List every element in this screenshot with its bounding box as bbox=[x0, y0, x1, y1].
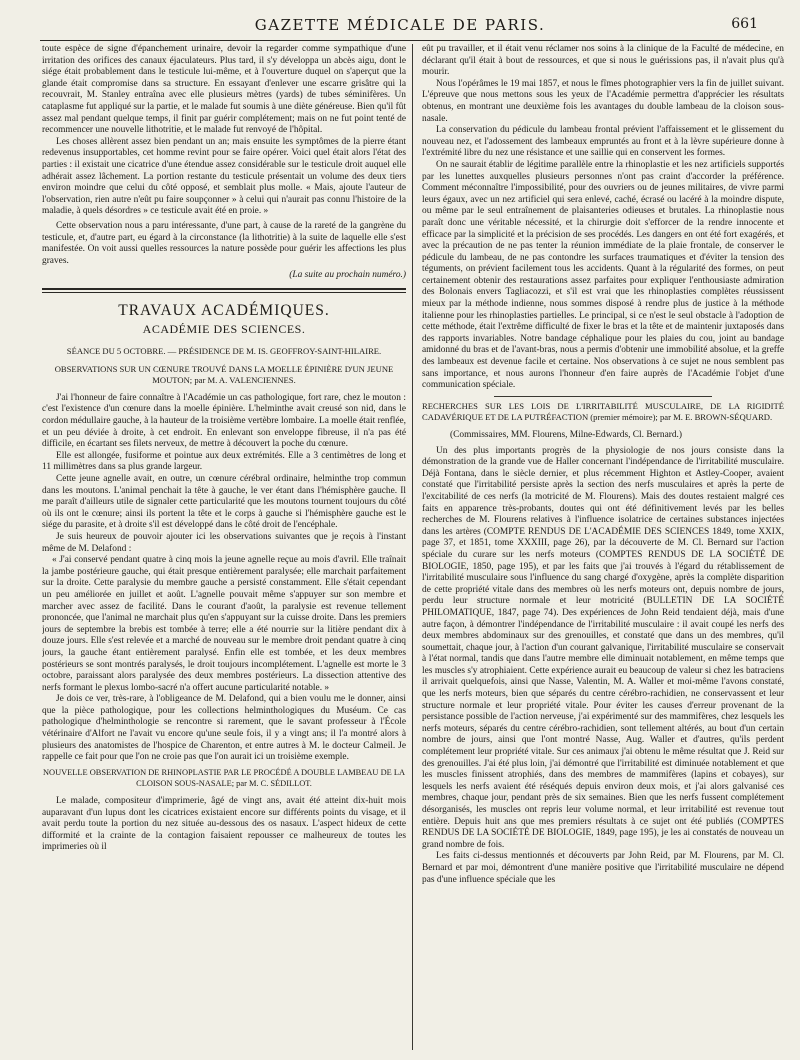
separator bbox=[494, 396, 711, 397]
paragraph: Cette jeune agnelle avait, en outre, un cœnure cérébral ordinaire, helminthe trop commun dans les moutons. L'animal penchait la tête à gauche, le ver étant dans l'hémisphère gauche. Il me paraît d'ailleurs utile de signaler cette particularité que les moutons tournent toujours du côté où ils ont le cœnure; ainsi ils portent la tête et le corps à gauche si l'hémisphère gauche est le siége du parasite, et à droite s'il est développé dans le côté droit de l'encéphale. bbox=[42, 474, 406, 531]
section-divider bbox=[42, 288, 406, 290]
paragraph: Elle est allongée, fusiforme et pointue aux deux extrémités. Elle a 3 centimètres de long et 11 millimètres dans sa plus grande largeur. bbox=[42, 450, 406, 473]
right-column bbox=[422, 44, 784, 1054]
left-column bbox=[42, 44, 406, 1054]
paragraph: La conservation du pédicule du lambeau frontal prévient l'affaissement et le glissement du nouveau nez, et l'adossement des lambeaux empruntés au front et à la lèvre supérieure donne à l'extrémité libre du nez une résistance et une saillie qui en conservent les formes. bbox=[422, 125, 784, 159]
quoted-paragraph: « J'ai conservé pendant quatre à cinq mois la jeune agnelle reçue au mois d'avril. Elle traînait la jambe postérieure gauche, qui était presque entièrement paralysée; elle marchait parfaitement sur la droite. Cette paralysie du membre gauche a persisté constamment. Elle s'était cependant un peu améliorée en juillet et août. L'agnelle pouvait même s'appuyer sur son membre et marcher avec assez de facilité. Dans le courant d'août, la paralysie est revenue tellement prononcée, que l'animal ne marchait plus qu'en s'appuyant sur la cuisse droite. Dans les premiers jours de septembre la brebis est tombée à terre; elle a été nourrie sur la litière pendant dix à douze jours. Elle s'est relevée et a marché de nouveau sur le membre droit pendant quatre à cinq jours, la gauche étant entièrement paralysé. Enfin elle est tombée, et les deux membres postérieurs se sont montrés paralysés, le droit toujours incomplétement. L'agnelle est morte le 3 octobre, paraissant alors paralysée des deux membres postérieurs. La dissection attentive des nerfs formant le plexus lombo-sacré n'a offert aucune particularité notable. » bbox=[42, 555, 406, 693]
page-header bbox=[40, 10, 760, 41]
paragraph: Je dois ce ver, très-rare, à l'obligeance de M. Delafond, qui a bien voulu me le donner, ainsi que la pièce pathologique, pour les collections helminthologiques du Muséum. Ce cas pathologique d'helminthologie se rencontre si rarement, que le savant professeur à l'École vétérinaire d'Alfort ne l'avait vu encore qu'une seule fois, il y a vingt ans; il l'a montré alors à plusieurs des anatomistes de l'hospice de Charenton, et entre autres à M. le docteur Calmeil. Je rappelle ce fait pour que l'on ne croie pas que l'on aurait ici un troisième exemple. bbox=[42, 694, 406, 763]
paragraph: Le malade, compositeur d'imprimerie, âgé de vingt ans, avait été atteint dix-huit mois auparavant d'un lupus dont les cicatrices existaient encore sur différents points du visage, et il avait perdu toute la portion du nez située au-dessous des os nasaux. L'aspect hideux de cette difformité et la crainte de la contagion faisaient repousser ce malheureux de toutes les imprimeries où il bbox=[42, 796, 406, 853]
paper-title: OBSERVATIONS SUR UN CŒNURE TROUVÉ DANS LA MOELLE ÉPINIÈRE D'UN JEUNE MOUTON; par M. A. VALENCIENNES. bbox=[54, 363, 394, 386]
paper-title: RECHERCHES SUR LES LOIS DE L'IRRITABILITÉ MUSCULAIRE, DE LA RIGIDITÉ CADAVÉRIQUE ET DE LA PUTRÉFACTION (premier mémoire); par M. E. BROWN-SÉQUARD. bbox=[422, 400, 784, 423]
paragraph: Les faits ci-dessus mentionnés et découverts par John Reid, par M. Flourens, par M. Cl. Bernard et par moi, démontrent d'une manière positive que l'irritabilité musculaire ne dépend pas d'une influence spéciale que les bbox=[422, 851, 784, 885]
paragraph: Je suis heureux de pouvoir ajouter ici les observations suivantes que je reçois à l'instant même de M. Delafond : bbox=[42, 531, 406, 554]
paragraph: Un des plus importants progrès de la physiologie de nos jours consiste dans la démonstration de la grande vue de Haller concernant l'indépendance de l'irritabilité musculaire. Déjà Fontana, dans le siècle dernier, et plus récemment Highton et Astley-Cooper, avaient constaté que l'irritabilité persiste après la section des nerfs musculaires et après la perte de l'excitabilité de ces nerfs (la motricité de M. Flourens). Mais des doutes restaient malgré ces faits en apparence très-probants, doutes qui ont été définitivement levés par les belles recherches de M. Flourens relatives à l'influence isolatrice de certaines substances injectées dans les artères (COMPTE RENDUS DE L'ACADÉMIE DES SCIENCES 1849, tome XXIX, page 37, et 1851, tome XXXIII, page 26), par la découverte de M. Cl. Bernard sur l'action spéciale du curare sur les nerfs moteurs (COMPTES RENDUS DE LA SOCIÉTÉ DE BIOLOGIE, 1850, page 195), et par les faits que j'ai trouvés à l'égard du rétablissement de l'irritabilité musculaire sous l'influence du sang chargé d'oxygène, après la complète disparition de cette propriété vitale dans des membres où les nerfs moteurs ont, depuis nombre de jours, perdu leur structure normale et leur motricité (BULLETIN DE LA SOCIÉTÉ PHILOMATIQUE, 1847, page 74). Des expériences de John Reid tendaient déjà, mais d'une autre façon, à démontrer l'indépendance de l'irritabilité musculaire : il avait coupé les nerfs des deux membres abdominaux sur des grenouilles, et constaté que dans un des membres, qu'il soumettait, chaque jour, à l'action d'un courant galvanique, l'irritabilité musculaire se conservait à l'état normal, tandis que dans l'autre membre elle diminuait notablement, en même temps que les muscles s'y atrophiaient. Cette expérience aurait eu beaucoup de valeur si chez les batraciens il arrivait quelquefois, ainsi que Nasse, Valentin, M. A. Waller et moi-même l'avons constaté, que les nerfs moteurs, bien que séparés du centre cérébro-rachidien, ne conservassent et leur structure normale et leur propriété vitale. Pour éviter les causes d'erreur provenant de la persistance possible de l'action nerveuse, j'ai expérimenté sur des mammifères, chez lesquels les nerfs moteurs, séparés du centre cérébro-rachidien, sont tellement altérés, au bout d'un certain nombre de jours, ainsi que l'ont montré Nasse, Aug. Waller et d'autres, qu'ils perdent complétement leur propriété vitale. Sur ces animaux j'ai obtenu le même résultat que J. Reid sur des grenouilles. J'ai été plus loin, j'ai démontré que l'irritabilité est diminuée notablement et que les muscles finissent atrophiés, dans des membres de mammifères (lapins et cobayes), sur lesquels les nerfs avaient été réséqués depuis environ deux mois, et j'ai alors galvanisé ces membres, chaque jour, pendant près de six semaines. Bien que les nerfs fussent complétement désorganisés, les muscles ont repris leur volume normal, et leur irritabilité est revenue tout entière. Depuis huit ans que mes premiers résultats à ce sujet ont été publiés (COMPTES RENDUS DE LA SOCIÉTÉ DE BIOLOGIE, 1849, page 195), je les ai constatés de nouveau un grand nombre de fois. bbox=[422, 445, 784, 850]
paragraph: toute espèce de signe d'épanchement urinaire, devoir la regarder comme sympathique d'une irritation des orifices des canaux éjaculateurs. Plus tard, il s'y développa un abcès aigu, dont le siége était probablement dans le testicule lui-même, et à l'ouverture duquel on s'aperçut que la glande était compromise dans sa structure. En essayant d'enlever une escarre grisâtre qui la recouvrait, M. Stanley entraîna avec elle plusieurs mètres (yards) de tubes séminifères. Un cataplasme fut appliqué sur la partie, et le malade fut soumis à une diète généreuse. Bien qu'il fût assez mal pendant quelque temps, il finit par guérir complétement; mais on ne fut point tenté de recommencer une nouvelle lithotritie, et le malade fut renvoyé de l'hôpital. bbox=[42, 44, 406, 136]
paragraph: Les choses allèrent assez bien pendant un an; mais ensuite les symptômes de la pierre étant redevenus insupportables, cet homme revint pour se faire opérer. Voici quel était alors l'état des parties : il existait une cicatrice d'une étendue assez considérable sur le testicule droit auquel elle adhérait assez lâchement. La portion restante du testicule présentait un volume des deux tiers environ moindre que celui du côté opposé, et semblait plus molle. « Mais, ajoute l'auteur de l'observation, rien autre n'eût pu faire soupçonner » à celui qui n'aurait pas connu l'histoire de la maladie, à quels désordres » ce testicule avait été en proie. » bbox=[42, 136, 406, 217]
section-subtitle: ACADÉMIE DES SCIENCES. bbox=[142, 322, 306, 337]
session-heading: SÉANCE DU 5 OCTOBRE. — PRÉSIDENCE DE M. IS. GEOFFROY-SAINT-HILAIRE. bbox=[66, 346, 382, 357]
section-divider-thin bbox=[42, 292, 406, 293]
paragraph: Nous l'opérâmes le 19 mai 1857, et nous le fîmes photographier vers la fin de juillet suivant. L'épreuve que nous mettons sous les yeux de l'Académie permettra d'apprécier les résultats obtenus, en montrant une deuxième fois les avantages du double lambeau de la cloison sous-nasale. bbox=[422, 78, 784, 124]
paragraph: On ne saurait établir de légitime parallèle entre la rhinoplastie et les nez artificiels supportés par les lunettes auxquelles plusieurs personnes n'ont pas craint d'accorder la préférence. Comment méconnaître l'impossibilité, pour des ouvriers ou de jeunes militaires, de vivre parmi leurs égaux, avec un nez artificiel qui sera enlevé, caché, écrasé ou lacéré à la moindre dispute, ou même par le seul entraînement de plaisanteries odieuses et brutales. La rhinoplastie nous paraît donc une véritable nécessité, et la chirurgie doit s'efforcer de la rendre innocente et efficace par la simplicité et la précision de ses procédés. Les dangers en ont été fort exagérés, et avec la précaution de ne pas tenter la réunion immédiate de la plaie frontale, de conserver le pédicule du lambeau, de ne pas contondre les surfaces traumatiques et d'éviter la tension des téguments, on prévient facilement tous les accidents. Quant à la régularité des formes, on peut certainement obtenir des restaurations assez parfaites pour expliquer l'enthousiaste admiration des Bolonais envers Tagliacozzi, et s'il est vrai que les rhinoplasties complètes réussissent mieux par la méthode indienne, nous sommes disposé à rendre plus de justice à la méthode italienne pour les rhinoplasties partielles. Le principal, si ce n'est le seul obstacle à l'adoption de cette méthode, était l'extrême difficulté de fixer le bras et la tête et de maintenir juxtaposés dans des rapports invariables. Notre bandage céphalique pour les plaies du cou, joint au bandage amidonné du bras et de l'avant-bras, nous a permis d'obtenir une immobilité absolue, et la greffe des lambeaux est devenue facile et certaine. Nos observations à ce sujet ne nous semblent pas sans importance, et nous aurons l'honneur d'en faire auprès de l'Académie l'objet d'une communication spéciale. bbox=[422, 159, 784, 391]
page-number: 661 bbox=[731, 16, 758, 32]
paper-title: NOUVELLE OBSERVATION DE RHINOPLASTIE PAR LE PROCÉDÉ A DOUBLE LAMBEAU DE LA CLOISON SOUS-NASALE; par M. C. SÉDILLOT. bbox=[42, 767, 405, 789]
journal-title: GAZETTE MÉDICALE DE PARIS. bbox=[254, 16, 546, 34]
continuation-note: (La suite au prochain numéro.) bbox=[289, 270, 406, 281]
commission-line: (Commissaires, MM. Flourens, Milne-Edwards, Cl. Bernard.) bbox=[450, 430, 683, 440]
paragraph: eût pu travailler, et il était venu réclamer nos soins à la clinique de la Faculté de médecine, en déclarant qu'il était à bout de ressources, et que si nous le guérissions pas, il n'avait plus qu'à mourir. bbox=[422, 44, 784, 78]
paragraph: J'ai l'honneur de faire connaître à l'Académie un cas pathologique, fort rare, chez le mouton : c'est l'existence d'un cœnure dans la moelle épinière. L'helminthe avait creusé son nid, dans le cordon médullaire gauche, à la hauteur de la troisième vertèbre lombaire. La moelle était renflée, et un peu déviée à droite, à cet endroit. En enlevant son enveloppe fibreuse, il n'a pas été difficile, en écartant ses filets nerveux, de mettre à découvert la poche du cœnure. bbox=[42, 392, 406, 450]
paragraph: Cette observation nous a paru intéressante, d'une part, à cause de la rareté de la gangrène du testicule, et, d'autre part, eu égard à la circonstance (la lithotritie) à la suite de laquelle elle s'est manifestée. On voit aussi quelles ressources la nature possède pour guérir les affections les plus graves. bbox=[42, 220, 406, 266]
column-divider bbox=[412, 44, 413, 1050]
section-title: TRAVAUX ACADÉMIQUES. bbox=[118, 301, 330, 319]
